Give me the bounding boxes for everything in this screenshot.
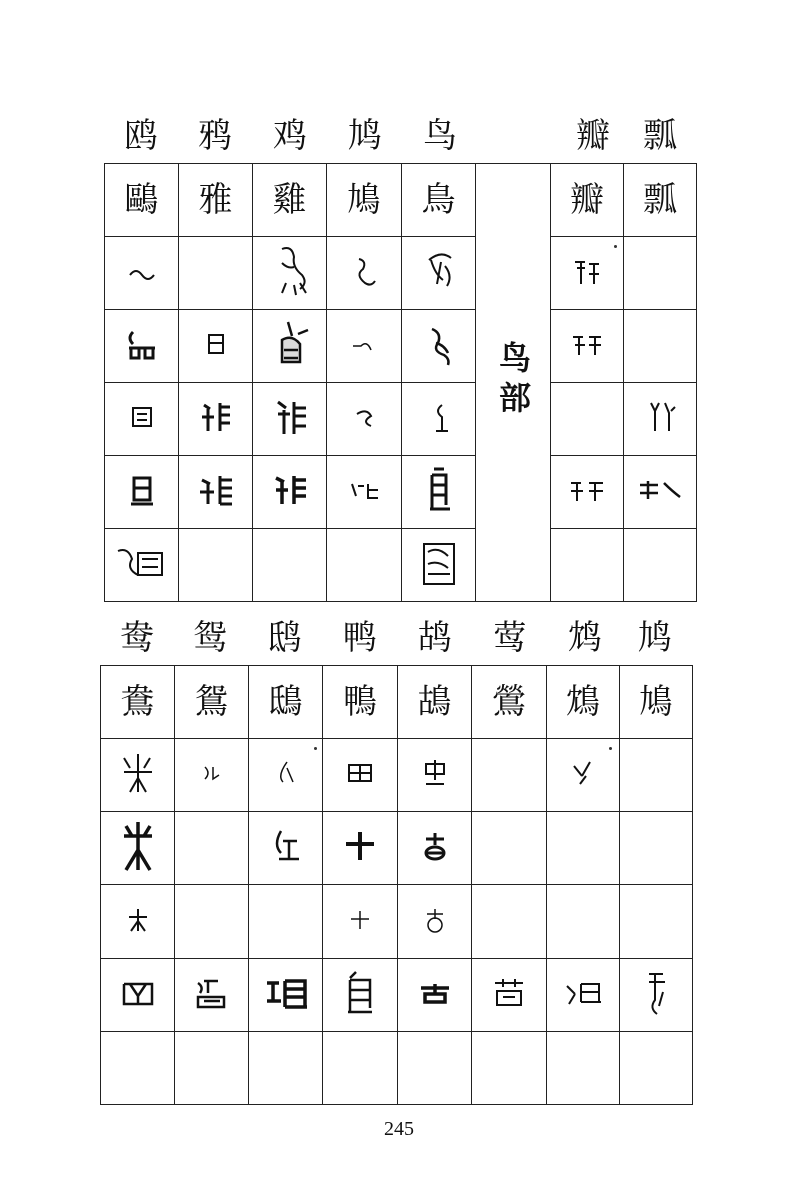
bottom-header-6: 莺 (493, 618, 527, 658)
bottom-cell-r2-c4 (323, 739, 398, 812)
top-cell-r1-c2 (179, 164, 253, 237)
top-cell-r4-c7 (551, 383, 624, 456)
bottom-cell-r6-c6 (472, 1031, 547, 1104)
seal-script-icon (414, 538, 464, 588)
bronze-glyph-icon (567, 329, 607, 359)
oracle-glyph-icon (568, 758, 598, 788)
top-cell-r5-c2 (179, 456, 253, 529)
bottom-cell-r5-c2 (175, 958, 249, 1031)
bird-pictograph-icon (268, 316, 312, 372)
radical-label: 鸟部 (494, 340, 532, 421)
bird-pictograph-icon (419, 248, 459, 294)
seal-glyph: 雞 (272, 180, 307, 220)
top-cell-r4-c3 (253, 383, 327, 456)
seal-glyph: 鴆 (566, 682, 600, 723)
bottom-cell-r5-c6 (472, 958, 547, 1031)
clerical-glyph-icon (561, 978, 605, 1008)
clerical-glyph-icon (118, 976, 158, 1010)
top-header-2: 鸦 (198, 116, 232, 156)
top-cell-r2-c8 (624, 237, 697, 310)
seal-glyph-icon (643, 397, 677, 437)
seal-glyph-icon (349, 404, 379, 430)
bottom-cell-r3-c8 (620, 812, 693, 885)
top-cell-r5-c3 (253, 456, 327, 529)
top-cell-r3-c5 (402, 310, 476, 383)
clerical-glyph-icon (417, 980, 453, 1006)
seal-glyph: 瓢 (643, 180, 677, 220)
oracle-glyph-icon (418, 756, 452, 790)
radical-column (476, 164, 551, 602)
oracle-glyph-icon (343, 759, 377, 787)
bottom-cell-r2-c3 (249, 739, 323, 812)
seal-glyph: 鶯 (492, 682, 526, 723)
top-cell-r3-c7 (551, 310, 624, 383)
bottom-cell-r5-c4 (323, 958, 398, 1031)
bottom-cell-r1-c2 (175, 666, 249, 739)
bottom-header-3: 鸱 (268, 618, 302, 658)
top-cell-r3-c2 (179, 310, 253, 383)
top-cell-r2-c2 (179, 237, 253, 310)
bottom-cell-r2-c8 (620, 739, 693, 812)
bottom-cell-r5-c3 (249, 958, 323, 1031)
bottom-cell-r1-c7 (547, 666, 620, 739)
bottom-cell-r1-c1 (101, 666, 175, 739)
bottom-cell-r5-c7 (547, 958, 620, 1031)
top-cell-r4-c8 (624, 383, 697, 456)
bottom-cell-r2-c6 (472, 739, 547, 812)
top-cell-r1-c1 (105, 164, 179, 237)
bottom-cell-r4-c8 (620, 885, 693, 958)
bottom-cell-r4-c5 (398, 885, 472, 958)
clerical-glyph-icon (127, 472, 157, 508)
bottom-cell-r1-c8 (620, 666, 693, 739)
corner-mark (314, 747, 317, 750)
top-cell-r6-c7 (551, 529, 624, 602)
bird-pictograph-icon (424, 397, 454, 437)
top-cell-r2-c5 (402, 237, 476, 310)
bottom-cell-r1-c4 (323, 666, 398, 739)
seal-glyph: 鷗 (124, 180, 159, 220)
top-cell-r3-c3 (253, 310, 327, 383)
top-cell-r4-c2 (179, 383, 253, 456)
bottom-cell-r5-c5 (398, 958, 472, 1031)
bronze-glyph-icon (201, 329, 231, 359)
bottom-cell-r3-c7 (547, 812, 620, 885)
top-cell-r5-c8 (624, 456, 697, 529)
clerical-glyph-icon (489, 975, 529, 1011)
top-cell-r6-c8 (624, 529, 697, 602)
bottom-cell-r6-c2 (175, 1031, 249, 1104)
clerical-glyph-icon (346, 478, 382, 502)
bottom-cell-r1-c3 (249, 666, 323, 739)
clerical-glyph-icon (424, 465, 454, 515)
top-glyph-table (104, 163, 697, 602)
bird-pictograph-icon (422, 321, 456, 367)
top-header-5: 鸟 (423, 116, 457, 156)
bottom-cell-r2-c2 (175, 739, 249, 812)
seal-glyph-icon (270, 396, 310, 438)
clerical-glyph-icon (192, 975, 232, 1011)
seal-glyph-icon (127, 402, 157, 432)
seal-glyph: 鴛 (194, 682, 229, 723)
top-cell-r5-c4 (327, 456, 402, 529)
seal-glyph-icon (196, 397, 236, 437)
clerical-glyph-icon (641, 968, 671, 1018)
top-cell-r6-c3 (253, 529, 327, 602)
clerical-glyph-icon (196, 470, 236, 510)
bottom-header-7: 鸩 (568, 618, 602, 658)
top-cell-r5-c1 (105, 456, 179, 529)
bottom-header-2: 鸳 (193, 618, 227, 658)
bottom-cell-r3-c5 (398, 812, 472, 885)
bottom-cell-r6-c4 (323, 1031, 398, 1104)
seal-script-icon (112, 543, 172, 583)
top-cell-r4-c1 (105, 383, 179, 456)
bottom-header-4: 鸭 (343, 618, 377, 658)
bottom-cell-r4-c3 (249, 885, 323, 958)
bronze-glyph-icon (418, 829, 452, 863)
seal-glyph: 鳩 (639, 682, 673, 723)
page-number: 245 (384, 1118, 414, 1140)
bottom-cell-r3-c2 (175, 812, 249, 885)
bottom-cell-r4-c1 (101, 885, 175, 958)
top-cell-r6-c1 (105, 529, 179, 602)
top-cell-r1-c5 (402, 164, 476, 237)
seal-glyph: 鳥 (421, 180, 456, 220)
clerical-glyph-icon (565, 475, 609, 505)
corner-mark (609, 747, 612, 750)
seal-glyph: 鴟 (268, 682, 303, 723)
seal-glyph-icon (421, 905, 449, 935)
top-cell-r5-c5 (402, 456, 476, 529)
bottom-cell-r4-c2 (175, 885, 249, 958)
bottom-cell-r5-c1 (101, 958, 175, 1031)
top-cell-r1-c7 (551, 164, 624, 237)
bird-pictograph-icon (349, 251, 379, 291)
top-header-4: 鸠 (348, 116, 382, 156)
bird-pictograph-icon (268, 243, 312, 299)
bottom-cell-r6-c5 (398, 1031, 472, 1104)
top-cell-r2-c4 (327, 237, 402, 310)
oracle-glyph-icon (116, 748, 160, 798)
oracle-glyph-icon (122, 261, 162, 281)
bottom-cell-r2-c1 (101, 739, 175, 812)
seal-glyph: 鴦 (120, 682, 155, 723)
top-cell-r1-c8 (624, 164, 697, 237)
seal-glyph: 鴨 (343, 682, 377, 723)
seal-glyph-icon (125, 905, 151, 935)
top-cell-r2-c3 (253, 237, 327, 310)
top-cell-r3-c8 (624, 310, 697, 383)
bottom-header-5: 鸪 (418, 618, 452, 658)
oracle-glyph-icon (567, 254, 607, 288)
top-header-1: 鸥 (124, 116, 158, 156)
top-header-7: 瓣 (576, 116, 610, 156)
bottom-cell-r6-c1 (101, 1031, 175, 1104)
top-cell-r1-c4 (327, 164, 402, 237)
top-cell-r4-c4 (327, 383, 402, 456)
bottom-cell-r6-c7 (547, 1031, 620, 1104)
seal-glyph: 鳩 (347, 180, 381, 220)
bronze-glyph-icon (269, 825, 303, 867)
bottom-cell-r6-c3 (249, 1031, 323, 1104)
clerical-glyph-icon (634, 475, 686, 505)
top-cell-r4-c5 (402, 383, 476, 456)
clerical-glyph-icon (261, 975, 311, 1011)
bottom-cell-r4-c4 (323, 885, 398, 958)
top-cell-r3-c1 (105, 310, 179, 383)
top-header-8: 瓢 (643, 116, 677, 156)
top-cell-r2-c7 (551, 237, 624, 310)
bottom-cell-r3-c1 (101, 812, 175, 885)
bottom-cell-r1-c5 (398, 666, 472, 739)
clerical-glyph-icon (342, 968, 378, 1018)
bottom-cell-r3-c6 (472, 812, 547, 885)
bottom-cell-r3-c4 (323, 812, 398, 885)
seal-glyph: 雅 (198, 180, 233, 220)
seal-glyph: 鴣 (417, 682, 452, 723)
corner-mark (614, 245, 617, 248)
top-cell-r5-c7 (551, 456, 624, 529)
bronze-glyph-icon (349, 334, 379, 354)
oracle-glyph-icon (199, 761, 225, 785)
bronze-glyph-icon (342, 828, 378, 864)
seal-glyph-icon (347, 907, 373, 933)
top-cell-r6-c2 (179, 529, 253, 602)
bottom-header-1: 鸯 (120, 618, 154, 658)
top-cell-r3-c4 (327, 310, 402, 383)
bottom-cell-r6-c8 (620, 1031, 693, 1104)
bronze-glyph-icon (121, 326, 163, 362)
top-cell-r1-c3 (253, 164, 327, 237)
oracle-glyph-icon (273, 758, 299, 788)
bottom-cell-r1-c6 (472, 666, 547, 739)
bottom-cell-r4-c6 (472, 885, 547, 958)
bottom-cell-r2-c5 (398, 739, 472, 812)
bottom-cell-r5-c8 (620, 958, 693, 1031)
bronze-glyph-icon (116, 818, 160, 874)
bottom-cell-r3-c3 (249, 812, 323, 885)
seal-glyph: 瓣 (570, 180, 604, 220)
bottom-cell-r4-c7 (547, 885, 620, 958)
top-cell-r2-c1 (105, 237, 179, 310)
clerical-glyph-icon (270, 470, 310, 510)
bottom-glyph-table (100, 665, 693, 1105)
top-header-3: 鸡 (273, 116, 307, 156)
bottom-header-8: 鸠 (638, 618, 672, 658)
top-cell-r6-c4 (327, 529, 402, 602)
top-cell-r6-c5 (402, 529, 476, 602)
